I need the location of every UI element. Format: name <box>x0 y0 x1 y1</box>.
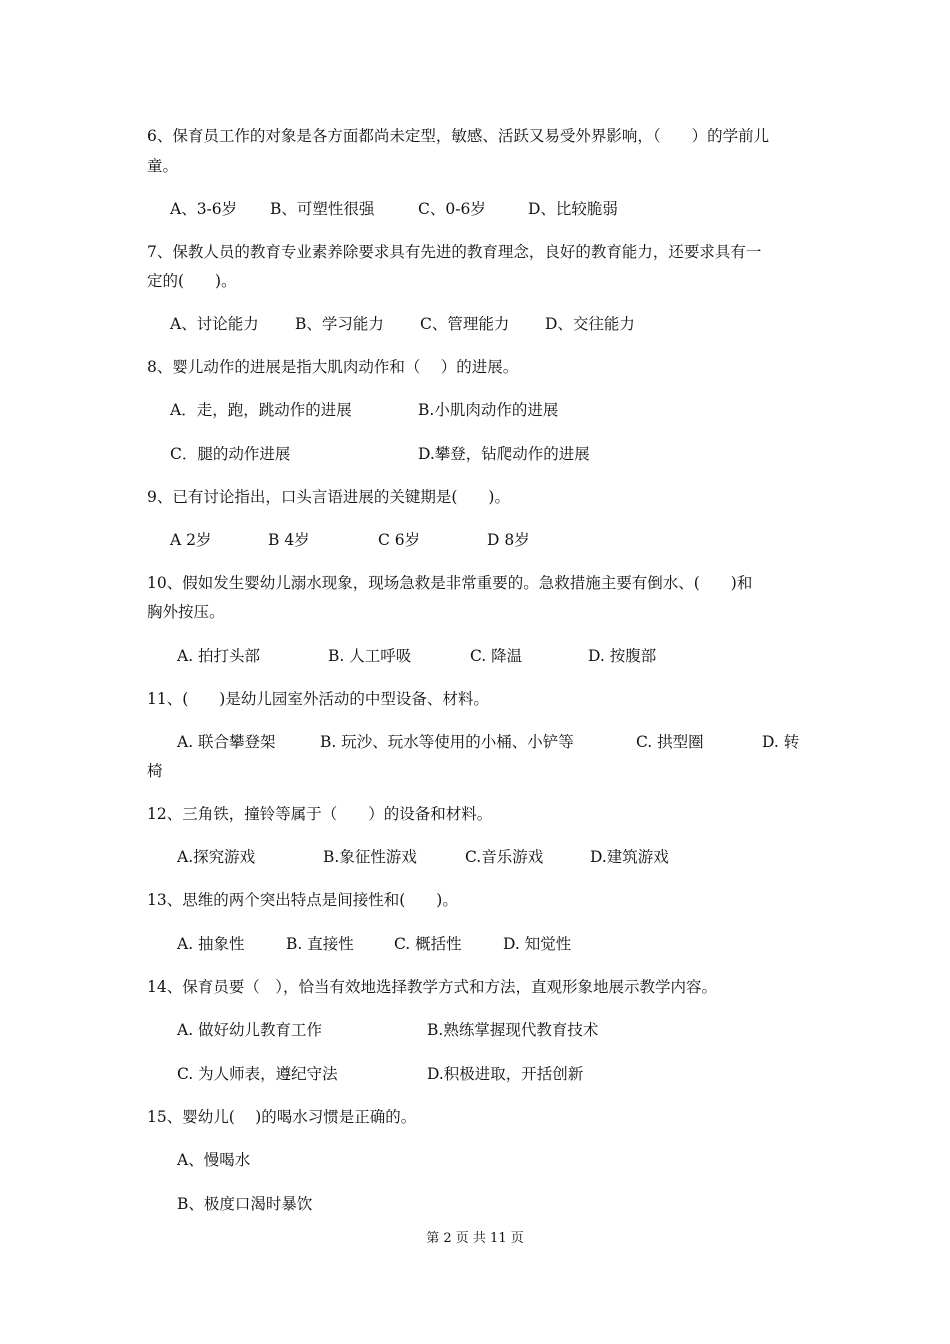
question-14-option-d: D.积极进取，开括创新 <box>427 1065 584 1083</box>
question-7-line-2: 定的( )。 <box>147 272 237 290</box>
question-7-option-d: D、交往能力 <box>545 315 635 333</box>
question-12-line-1: 12、三角铁，撞铃等属于（ ）的设备和材料。 <box>147 805 493 823</box>
question-14-option-a: A. 做好幼儿教育工作 <box>177 1021 323 1039</box>
question-8-option-c: C．腿的动作进展 <box>170 445 291 463</box>
question-7-option-b: B、学习能力 <box>295 315 384 333</box>
question-6-option-a: A、3-6岁 <box>170 200 238 218</box>
question-6-option-b: B、可塑性很强 <box>270 200 375 218</box>
question-15-option-a: A、慢喝水 <box>177 1151 251 1169</box>
question-10-option-a: A. 拍打头部 <box>177 647 261 665</box>
question-7-option-a: A、讨论能力 <box>170 315 259 333</box>
question-13-option-c: C. 概括性 <box>394 935 462 953</box>
question-10-option-b: B. 人工呼吸 <box>328 647 412 665</box>
question-14-line-1: 14、保育员要（ ），恰当有效地选择教学方式和方法，直观形象地展示教学内容。 <box>147 978 717 996</box>
question-8-option-d: D.攀登，钻爬动作的进展 <box>418 445 590 463</box>
question-9-option-b: B 4岁 <box>268 531 310 549</box>
question-9-option-a: A 2岁 <box>170 531 212 549</box>
page-footer: 第 2 页 共 11 页 <box>426 1231 524 1246</box>
question-11-option-d: D. 转 <box>762 733 800 751</box>
question-11-option-b: B. 玩沙、玩水等使用的小桶、小铲等 <box>320 733 574 751</box>
question-12-option-d: D.建筑游戏 <box>590 848 669 866</box>
question-10-line-1: 10、假如发生婴幼儿溺水现象，现场急救是非常重要的。急救措施主要有倒水、( )和 <box>147 574 753 592</box>
question-10-option-c: C. 降温 <box>470 647 523 665</box>
question-6-line-2: 童。 <box>147 157 179 175</box>
question-15-line-1: 15、婴幼儿( )的喝水习惯是正确的。 <box>147 1108 417 1126</box>
question-12-option-c: C.音乐游戏 <box>465 848 544 866</box>
question-7-line-1: 7、保教人员的教育专业素养除要求具有先进的教育理念，良好的教育能力，还要求具有一 <box>147 243 762 261</box>
question-13-line-1: 13、思维的两个突出特点是间接性和( )。 <box>147 891 458 909</box>
question-13-option-a: A. 抽象性 <box>177 935 245 953</box>
question-9-option-c: C 6岁 <box>378 531 421 549</box>
question-14-option-b: B.熟练掌握现代教育技术 <box>427 1021 599 1039</box>
question-11-option-c: C. 拱型圈 <box>636 733 704 751</box>
question-7-option-c: C、管理能力 <box>420 315 510 333</box>
question-12-option-b: B.象征性游戏 <box>323 848 417 866</box>
question-10-option-d: D. 按腹部 <box>588 647 657 665</box>
question-9-line-1: 9、已有讨论指出，口头言语进展的关键期是( )。 <box>147 488 510 506</box>
question-11-option-d-cont: 椅 <box>147 762 163 780</box>
question-11-line-1: 11、( )是幼儿园室外活动的中型设备、材料。 <box>147 690 489 708</box>
question-8-option-b: B.小肌肉动作的进展 <box>418 401 559 419</box>
question-15-option-b: B、极度口渴时暴饮 <box>177 1195 313 1213</box>
question-12-option-a: A.探究游戏 <box>177 848 256 866</box>
question-6-option-d: D、比较脆弱 <box>528 200 618 218</box>
question-13-option-d: D. 知觉性 <box>503 935 572 953</box>
question-13-option-b: B. 直接性 <box>286 935 354 953</box>
question-14-option-c: C. 为人师表，遵纪守法 <box>177 1065 338 1083</box>
question-11-option-a: A. 联合攀登架 <box>177 733 276 751</box>
question-8-option-a: A．走，跑，跳动作的进展 <box>170 401 352 419</box>
question-8-line-1: 8、婴儿动作的进展是指大肌肉动作和（ ）的进展。 <box>147 358 519 376</box>
question-6-option-c: C、0-6岁 <box>418 200 486 218</box>
question-6-line-1: 6、保育员工作的对象是各方面都尚未定型，敏感、活跃又易受外界影响，（ ）的学前儿 <box>147 127 770 145</box>
question-10-line-2: 胸外按压。 <box>147 603 225 621</box>
question-9-option-d: D 8岁 <box>487 531 530 549</box>
